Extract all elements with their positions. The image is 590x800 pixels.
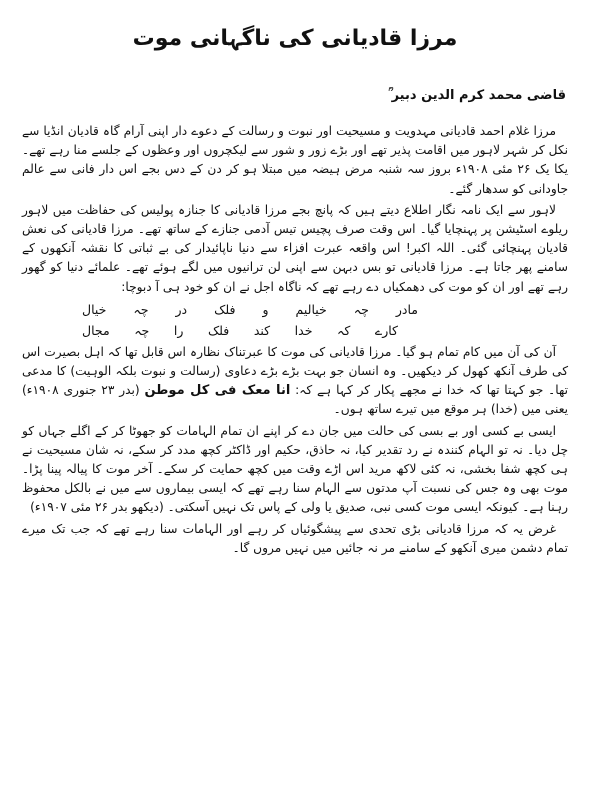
persian-verse (22, 299, 568, 341)
paragraph-death-circumstances (22, 422, 568, 518)
paragraph-claims-text: آن کی آن میں کام تمام ہو گیا۔ مرزا قادیانی کی موت کا عبرتناک نظارہ اس قابل تھا کہ اہل بصیرت اس کی طرف آنکھ کھول کر دیکھیں۔ وہ انسان جو بہت بڑے بڑے دعاوی (رسالت و نبوت بلکہ الوہیت) کا مدعی تھا۔ جو کہتا تھا کہ خدا نے مجھے پکار کر کہا ہے کہ: (22, 344, 568, 398)
paragraph-death-reference: (دیکھو بدر ۲۶ مئی ۱۹۰۷ء) (30, 500, 164, 515)
paragraph-intro: مرزا غلام احمد قادیانی مہدویت و مسیحیت اور نبوت و رسالت کے دعوے دار اپنی آرام گاہ قادیان انڈیا سے نکل کر شہر لاہور میں اقامت پذیر تھے اور بڑے زور و شور سے لیکچروں اور وعظوں کے جلسے منا رہے تھے۔ یکا یک ۲۶ مئی ۱۹۰۸ء بروز سہ شنبہ مرض ہیضہ میں مبتلا ہو کر دن کے دس بجے اس دار فانی سے عالم جاودانی کو سدھار گئے۔ (22, 124, 568, 196)
verse-line-1: مادر چہ خیالیم و فلک در چہ خیال (82, 301, 418, 317)
paragraph-prophecy: غرض یہ کہ مرزا قادیانی بڑی تحدی سے پیشگوئیاں کر رہے اور الہامات سنا رہے تھے کہ جب تک میرے تمام دشمن میری آنکھو کے سامنے مر نہ جائیں میں نہیں مروں گا۔ (22, 521, 568, 555)
article-title: مرزا قادیانی کی ناگہانی موت (132, 26, 458, 51)
article-body (22, 122, 568, 560)
paragraph-funeral: لاہور سے ایک نامہ نگار اطلاع دیتے ہیں کہ پانچ بجے مرزا قادیانی کا جنازہ پولیس کی حفاظت میں لاہور ریلوے اسٹیشن پر پہنچایا گیا۔ اس وقت صرف پچیس تیس آدمی جنازے کے ساتھ تھے۔ مرزا قادیانی کی نعش قادیان پہنچائی گئی۔ اللہ اکبر! اس واقعہ عبرت افزاء سے دنیا ناپائیدار کی بے ثباتی کا نقشہ آنکھوں کے سامنے پھر جاتا ہے۔ مرزا قادیانی تو بس دبہن سے اپنی لن ترانیوں میں لگے ہوئے تھے۔ علمائے دنیا کو گھور رہے تھے اور ان کو موت کی دھمکیاں دے رہے تھے کہ ناگاہ اجل نے ان کو خود ہی آ دبوچا: (22, 202, 568, 294)
article-author: قاضی محمد کرم الدین دبیر ؒ (388, 88, 566, 103)
verse-line-2: کارے کہ خدا کند فلک را چہ مجال (82, 322, 398, 338)
paragraph-claims-reference: (بدر ۲۳ جنوری ۱۹۰۸ء) یعنی میں (خدا) ہر موقع میں تیرے ساتھ ہوں۔ (22, 383, 568, 417)
paragraph-death-text: ایسی بے کسی اور بے بسی کی حالت میں جان دے کر اپنے ان تمام الہامات کو جھوٹا کر کے اگلے جہاں کو چل دیا۔ نہ تو الہام کنندہ نے رد تقدیر کیا، نہ حاذق، حکیم اور ڈاکٹر کچھ مدد کر سکے، نہ شان مسیحیت نے ہی کچھ شفا بخشی، نہ کئی لاکھ مرید اس اڑے وقت میں کچھ حمایت کر سکے۔ آخر موت کا پیالہ پینا پڑا۔ موت بھی وہ جس کی نسبت آپ مدتوں سے الہام سنا رہے تھے کہ ایسی بیماروں سے میں نے بالکل محفوظ رہنا ہے۔ کیونکہ ایسی موت کسی نبی، صدیق یا ولی کے پاس تک نہیں آسکتی۔ (22, 423, 568, 515)
arabic-quote: انا معک فی کل موطن (144, 383, 291, 399)
paragraph-claims (22, 343, 568, 420)
